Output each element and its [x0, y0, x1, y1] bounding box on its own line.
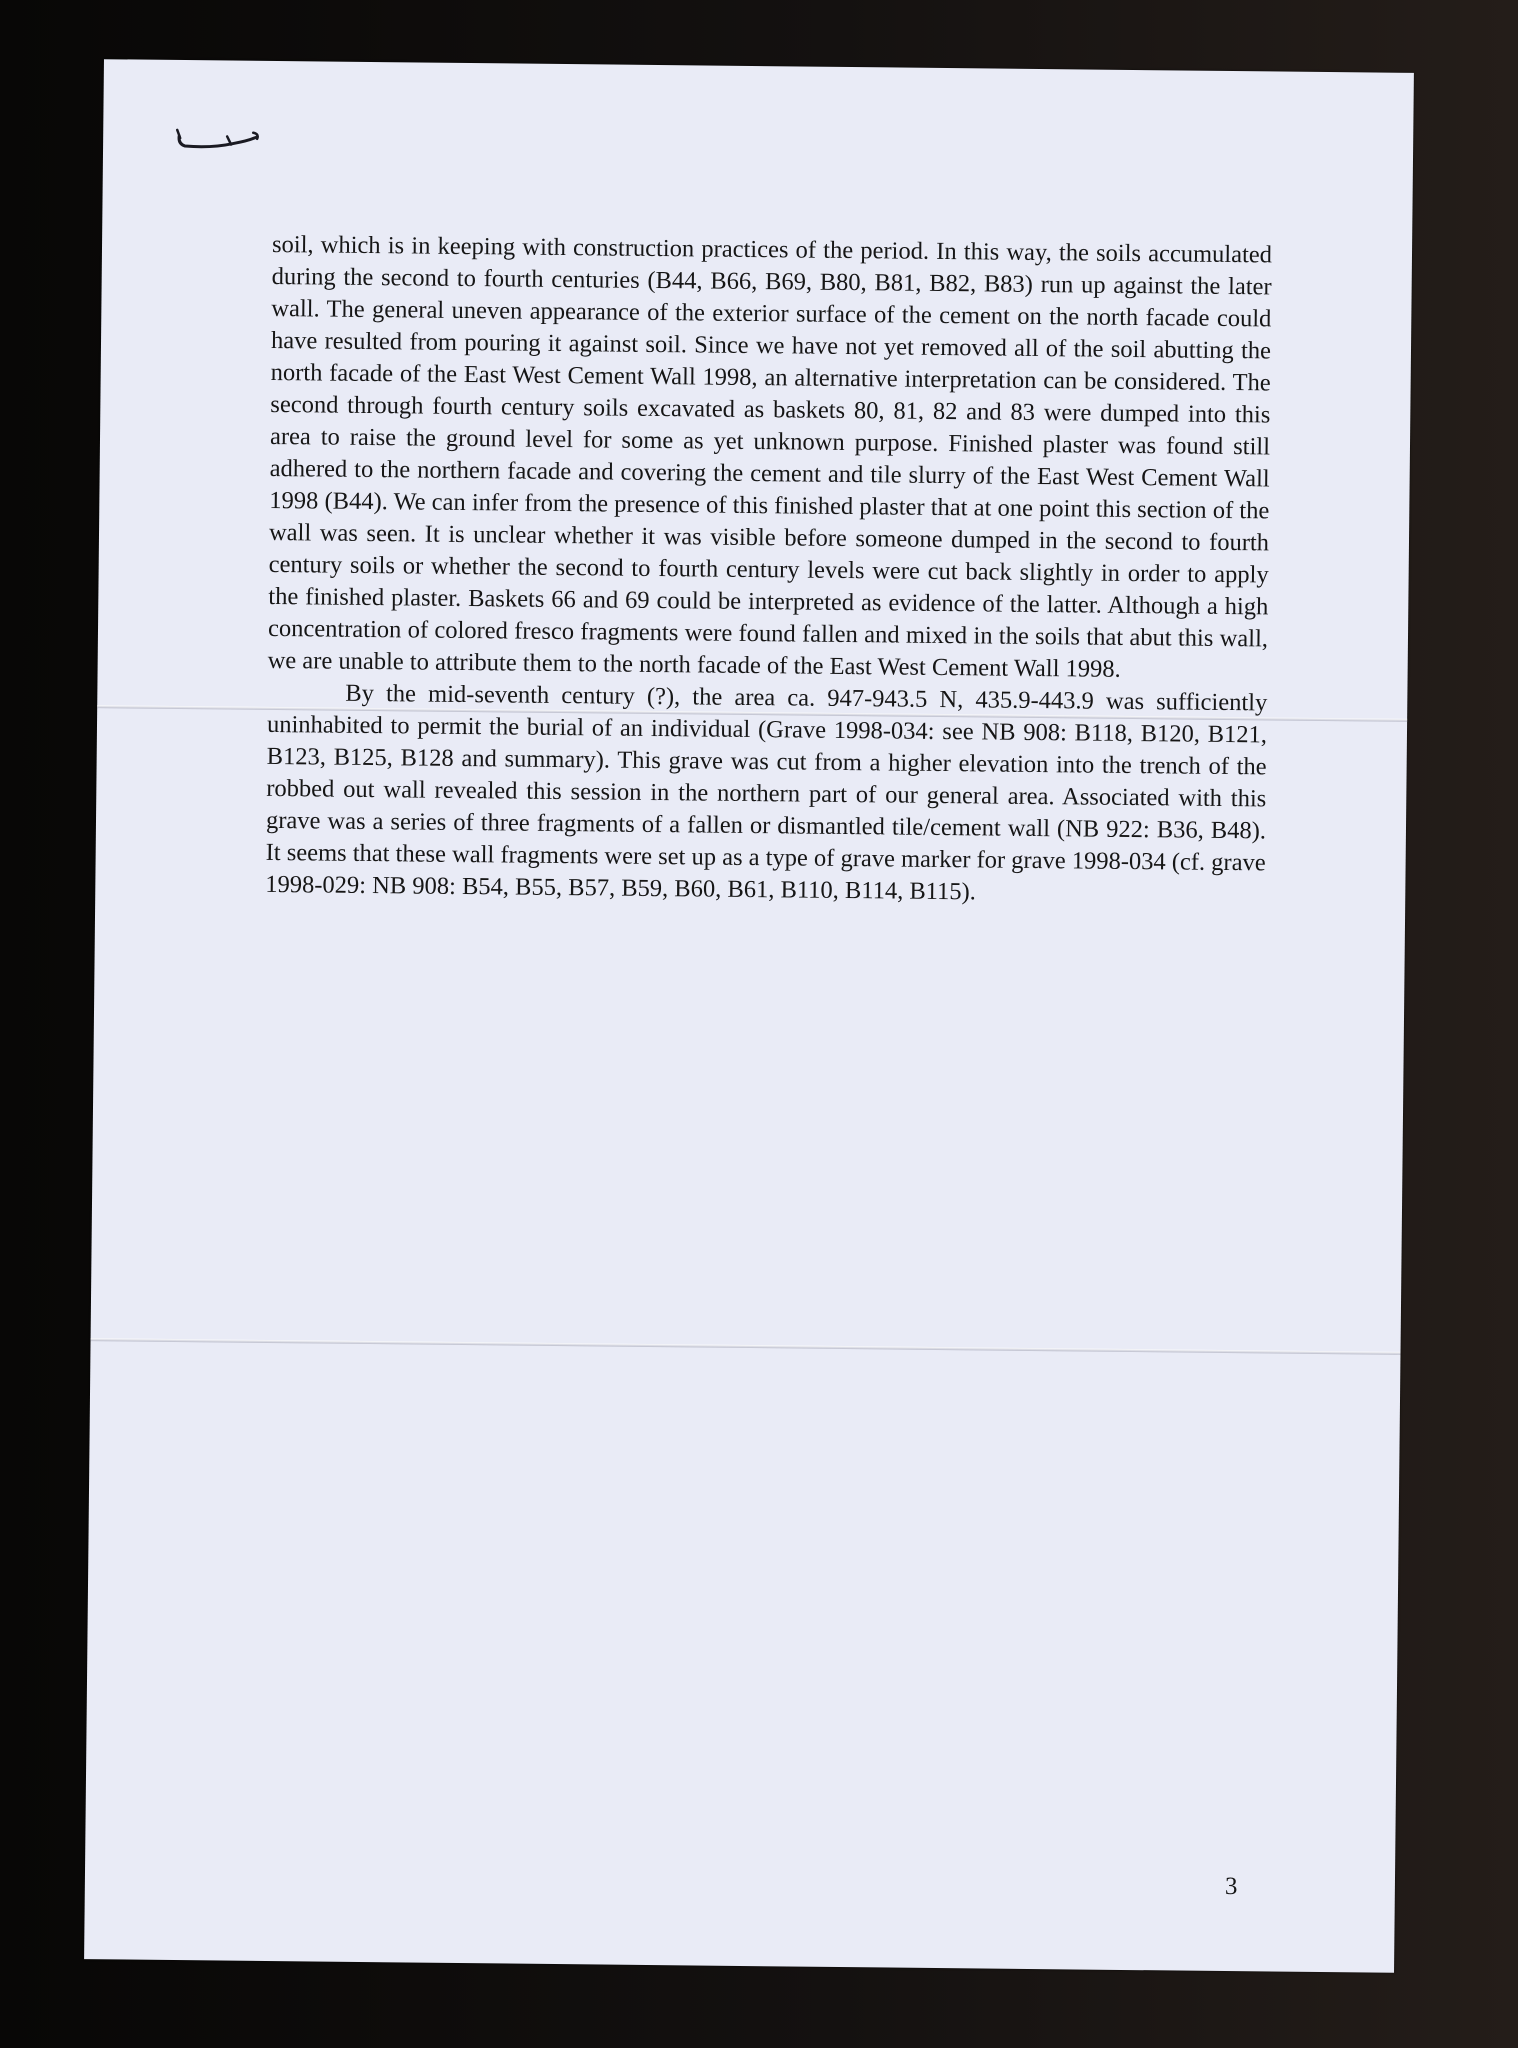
document-page	[84, 59, 1414, 1973]
paragraph: By the mid-seventh century (?), the area ca. 947-943.5 N, 435.9-443.9 was sufficiently uninhabited to permit the burial of an individual (Grave 1998-034: see NB 908: B118, B120, B121, B123, B125, B128 and summary). This grave was cut from a higher elevation into the trench of the robbed out wall revealed this session in the northern part of our general area. Associated with this grave was a series of three fragments of a fallen or dismantled tile/cement wall (NB 922: B36, B48). It seems that these wall fragments were set up as a type of grave marker for grave 1998-034 (cf. grave 1998-029: NB 908: B54, B55, B57, B59, B60, B61, B110, B114, B115).	[265, 679, 1268, 906]
page-number: 3	[1224, 1873, 1238, 1901]
paragraph: soil, which is in keeping with construction practices of the period. In this way, the soils accumulated during the second to fourth centuries (B44, B66, B69, B80, B81, B82, B83) run up against the later wall. The general uneven appearance of the exterior surface of the cement on the north facade could have resulted from pouring it against soil. Since we have not yet removed all of the soil abutting the north facade of the East West Cement Wall 1998, an alternative interpretation can be considered. The second through fourth century soils excavated as baskets 80, 81, 82 and 83 were dumped into this area to raise the ground level for some as yet unknown purpose. Finished plaster was found still adhered to the northern facade and covering the cement and tile slurry of the East West Cement Wall 1998 (B44). We can infer from the presence of this finished plaster that at one point this section of the wall was seen. It is unclear whether it was visible before someone dumped in the second to fourth century soils or whether the second to fourth century levels were cut back slightly in order to apply the finished plaster. Baskets 66 and 69 could be interpreted as evidence of the latter. Although a high concentration of colored fresco fragments were found fallen and mixed in the soils that abut this wall, we are unable to attribute them to the north facade of the East West Cement Wall 1998.	[267, 230, 1273, 683]
document-body	[265, 229, 1272, 911]
handwritten-mark-icon	[171, 118, 261, 159]
paper-fold-line	[91, 1338, 1401, 1355]
